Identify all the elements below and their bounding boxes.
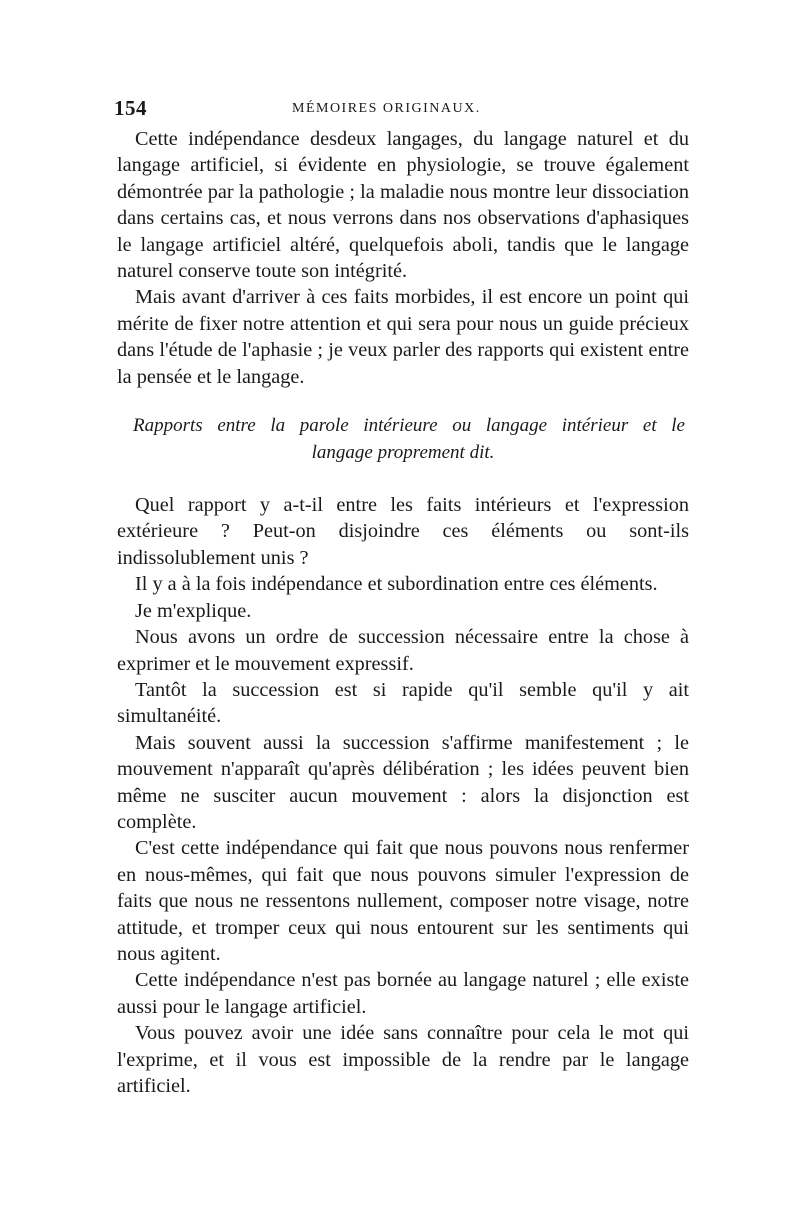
paragraph: Tantôt la succession est si rapide qu'il semble qu'il y ait simultanéité. — [117, 678, 689, 728]
paragraph: Mais avant d'arriver à ces faits morbides, il est encore un point qui mérite de fixer notre attention et qui sera pour nous un guide précieux dans l'étude de l'aphasie ; je veux parler des rapports qui existent entre la pensée et le langage. — [117, 286, 689, 388]
page-number: 154 — [114, 96, 147, 120]
paragraph: Nous avons un ordre de succession nécessaire entre la chose à exprimer et le mouvement expressif. — [117, 626, 689, 675]
paragraph: C'est cette indépendance qui fait que nous pouvons nous renfermer en nous-mêmes, qui fait que nous pouvons simuler l'expression de faits que nous ne ressentons nullement, composer notre visage, notre attitude, et tromper ceux qui nous entourent sur les sentiments qui nous agitent. — [117, 837, 689, 965]
paragraph: Quel rapport y a-t-il entre les faits intérieurs et l'expression extérieure ? Peut-on disjoindre ces éléments ou sont-ils indissolublement unis ? — [117, 494, 689, 569]
paragraph: Cette indépendance n'est pas bornée au langage naturel ; elle existe aussi pour le langage artificiel. — [117, 969, 689, 1018]
section-heading-line-1: Rapports entre la parole intérieure ou langage intérieur et le — [133, 415, 685, 437]
body-text-before — [117, 126, 689, 390]
paragraph: Cette indépendance desdeux langages, du langage naturel et du langage artificiel, si évidente en physiologie, se trouve également démontrée par la pathologie ; la maladie nous montre leur dissociation dans certains cas, et nous verrons dans nos observations d'aphasiques le langage artificiel altéré, quelquefois aboli, tandis que le langage naturel conserve toute son intégrité. — [117, 128, 689, 283]
body-text-after — [117, 492, 689, 1099]
section-heading-line-2: langage proprement dit. — [311, 442, 495, 464]
paragraph: Je m'explique. — [135, 599, 252, 622]
running-head: MÉMOIRES ORIGINAUX. — [292, 101, 481, 116]
section-heading — [117, 412, 689, 466]
paragraph: Vous pouvez avoir une idée sans connaître pour cela le mot qui l'exprime, et il vous est impossible de la rendre par le langage artificiel. — [117, 1022, 689, 1097]
paragraph: Mais souvent aussi la succession s'affirme manifestement ; le mouvement n'apparaît qu'après délibération ; les idées peuvent bien même ne susciter aucun mouvement : alors la disjonction est complète. — [117, 731, 689, 833]
page-header — [114, 96, 689, 126]
paragraph: Il y a à la fois indépendance et subordination entre ces éléments. — [135, 573, 658, 596]
book-page — [114, 96, 689, 1099]
